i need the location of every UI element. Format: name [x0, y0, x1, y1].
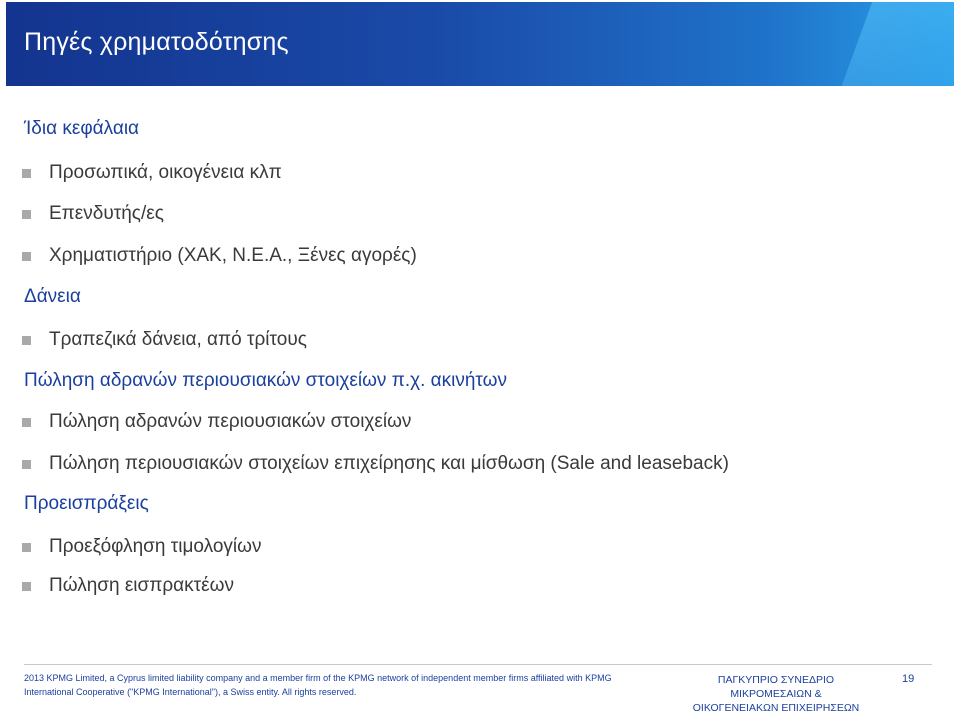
square-bullet-icon	[22, 418, 31, 427]
footer	[0, 664, 960, 714]
list-item	[22, 575, 234, 597]
list-item-text: Επενδυτής/ες	[49, 203, 164, 224]
list-item	[22, 536, 261, 558]
list-item	[22, 162, 282, 184]
list-item-text: Τραπεζικά δάνεια, από τρίτους	[49, 329, 307, 350]
square-bullet-icon	[22, 543, 31, 552]
title-bar	[6, 2, 954, 86]
list-item-text: Χρηματιστήριο (ΧΑΚ, Ν.Ε.Α., Ξένες αγορές)	[49, 245, 417, 266]
footer-divider	[24, 664, 932, 665]
list-item-text: Πώληση εισπρακτέων	[49, 575, 234, 596]
list-item-text: Πώληση περιουσιακών στοιχείων επιχείρησης και μίσθωση (Sale and leaseback)	[49, 453, 729, 474]
section-heading-equity: Ίδια κεφάλαια	[24, 118, 140, 139]
section-heading-prepayments: Προεισπράξεις	[24, 493, 149, 514]
footer-event	[676, 673, 876, 715]
footer-legal-line-1: 2013 KPMG Limited, a Cyprus limited liability company and a member firm of the KPMG network of independent member firms affiliated with KPMG	[24, 673, 612, 683]
slide-title: Πηγές χρηματοδότησης	[24, 28, 289, 56]
section-heading-asset-sale: Πώληση αδρανών περιουσιακών στοιχείων π.χ. ακινήτων	[24, 370, 507, 391]
square-bullet-icon	[22, 210, 31, 219]
footer-event-line-2: ΟΙΚΟΓΕΝΕΙΑΚΩΝ ΕΠΙΧΕΙΡΗΣΕΩΝ	[692, 702, 860, 714]
list-item	[22, 203, 164, 225]
square-bullet-icon	[22, 460, 31, 469]
square-bullet-icon	[22, 336, 31, 345]
square-bullet-icon	[22, 169, 31, 178]
section-heading-loans: Δάνεια	[24, 286, 81, 307]
list-item-text: Προσωπικά, οικογένεια κλπ	[49, 162, 282, 183]
list-item-text: Πώληση αδρανών περιουσιακών στοιχείων	[49, 411, 412, 432]
page-number: 19	[902, 673, 915, 685]
list-item	[22, 453, 729, 475]
footer-legal	[24, 671, 644, 699]
list-item	[22, 329, 307, 351]
square-bullet-icon	[22, 252, 31, 261]
footer-event-line-1: ΠΑΓΚΥΠΡΙΟ ΣΥΝΕΔΡΙΟ ΜΙΚΡΟΜΕΣΑΙΩΝ &	[717, 674, 835, 700]
list-item	[22, 245, 417, 267]
square-bullet-icon	[22, 582, 31, 591]
list-item-text: Προεξόφληση τιμολογίων	[49, 536, 262, 557]
footer-legal-line-2: International Cooperative ("KPMG International"), a Swiss entity. All rights reserved.	[24, 687, 357, 697]
list-item	[22, 411, 411, 433]
